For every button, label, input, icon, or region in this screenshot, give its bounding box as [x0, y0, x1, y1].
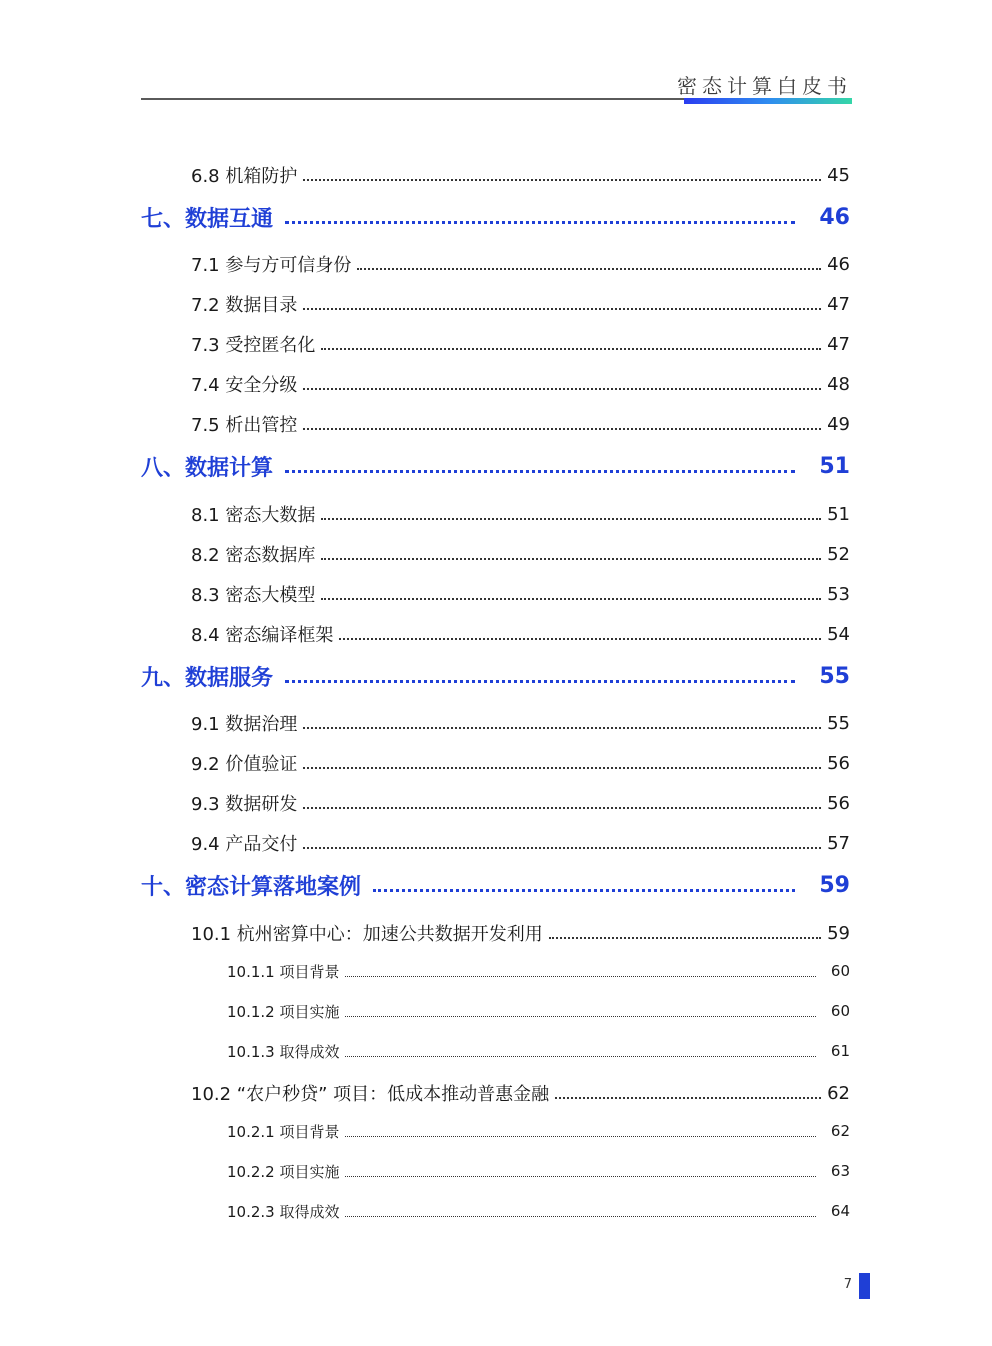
- toc-entry-page: 54: [827, 623, 850, 645]
- toc-subsection-entry[interactable]: [227, 1120, 850, 1142]
- toc-entry-label: 八、数据计算: [141, 455, 274, 481]
- toc-dot-leader: [345, 1136, 816, 1137]
- toc-section-entry[interactable]: [191, 162, 850, 188]
- page-marker: [859, 1273, 870, 1299]
- toc-entry-label: 7.5 析出管控: [191, 415, 298, 436]
- toc-entry-label: 10.2.1 项目背景: [227, 1122, 340, 1141]
- toc-entry-page: 55: [827, 712, 850, 734]
- toc-entry-label: 10.1.2 项目实施: [227, 1002, 340, 1021]
- page-number: 7: [843, 1277, 852, 1292]
- document-title: 密态计算白皮书: [677, 74, 852, 98]
- toc-entry-label: 8.4 密态编译框架: [191, 625, 334, 646]
- toc-entry-label: 10.1.3 取得成效: [227, 1042, 340, 1061]
- toc-dot-leader: [345, 1216, 816, 1217]
- toc-entry-page: 62: [830, 1122, 850, 1140]
- toc-dot-leader: [303, 727, 821, 729]
- toc-subsection-entry[interactable]: [227, 1160, 850, 1182]
- toc-entry-label: 七、数据互通: [141, 206, 274, 232]
- toc-entry-label: 10.1.1 项目背景: [227, 962, 340, 981]
- toc-dot-leader: [285, 680, 795, 683]
- toc-chapter-entry[interactable]: [141, 870, 850, 900]
- toc-entry-page: 47: [827, 293, 850, 315]
- toc-entry-page: 61: [830, 1042, 850, 1060]
- toc-dot-leader: [303, 807, 821, 809]
- toc-dot-leader: [303, 308, 821, 310]
- toc-entry-page: 48: [827, 373, 850, 395]
- toc-dot-leader: [357, 268, 821, 270]
- toc-section-entry[interactable]: [191, 790, 850, 816]
- toc-dot-leader: [285, 470, 795, 473]
- toc-dot-leader: [345, 1056, 816, 1057]
- toc-entry-label: 8.2 密态数据库: [191, 545, 316, 566]
- toc-dot-leader: [555, 1097, 821, 1099]
- toc-entry-page: 60: [830, 962, 850, 980]
- toc-dot-leader: [303, 847, 821, 849]
- toc-entry-page: 56: [827, 752, 850, 774]
- toc-section-entry[interactable]: [191, 411, 850, 437]
- toc-section-entry[interactable]: [191, 830, 850, 856]
- toc-entry-page: 51: [827, 503, 850, 525]
- toc-dot-leader: [303, 767, 821, 769]
- toc-entry-label: 9.1 数据治理: [191, 714, 298, 735]
- toc-dot-leader: [345, 1176, 816, 1177]
- toc-entry-label: 7.4 安全分级: [191, 375, 298, 396]
- toc-entry-page: 60: [830, 1002, 850, 1020]
- toc-chapter-entry[interactable]: [141, 661, 850, 691]
- toc-entry-label: 7.1 参与方可信身份: [191, 255, 352, 276]
- toc-entry-page: 45: [827, 164, 850, 186]
- toc-entry-page: 63: [830, 1162, 850, 1180]
- toc-dot-leader: [303, 428, 821, 430]
- toc-subsection-entry[interactable]: [227, 1200, 850, 1222]
- toc-dot-leader: [321, 558, 821, 560]
- toc-section-entry[interactable]: [191, 1080, 850, 1106]
- toc-entry-page: 52: [827, 543, 850, 565]
- toc-dot-leader: [345, 1016, 816, 1017]
- toc-chapter-entry[interactable]: [141, 202, 850, 232]
- toc-entry-label: 10.2.3 取得成效: [227, 1202, 340, 1221]
- toc-dot-leader: [285, 221, 795, 224]
- toc-entry-label: 9.4 产品交付: [191, 834, 298, 855]
- toc-entry-page: 59: [827, 922, 850, 944]
- toc-entry-page: 62: [827, 1082, 850, 1104]
- toc-chapter-entry[interactable]: [141, 451, 850, 481]
- toc-section-entry[interactable]: [191, 291, 850, 317]
- toc-entry-label: 8.1 密态大数据: [191, 505, 316, 526]
- toc-dot-leader: [549, 937, 821, 939]
- toc-entry-label: 7.3 受控匿名化: [191, 335, 316, 356]
- toc-entry-page: 64: [830, 1202, 850, 1220]
- toc-section-entry[interactable]: [191, 581, 850, 607]
- toc-section-entry[interactable]: [191, 501, 850, 527]
- toc-section-entry[interactable]: [191, 371, 850, 397]
- toc-dot-leader: [339, 638, 821, 640]
- toc-dot-leader: [321, 348, 821, 350]
- toc-entry-label: 10.2.2 项目实施: [227, 1162, 340, 1181]
- toc-entry-page: 59: [819, 872, 850, 898]
- toc-dot-leader: [303, 179, 821, 181]
- toc-entry-label: 十、密态计算落地案例: [141, 874, 362, 900]
- toc-section-entry[interactable]: [191, 920, 850, 946]
- toc-entry-label: 9.2 价值验证: [191, 754, 298, 775]
- toc-entry-page: 46: [819, 204, 850, 230]
- toc-entry-page: 49: [827, 413, 850, 435]
- toc-entry-page: 51: [819, 453, 850, 479]
- toc-section-entry[interactable]: [191, 621, 850, 647]
- toc-entry-page: 57: [827, 832, 850, 854]
- toc-entry-page: 53: [827, 583, 850, 605]
- toc-section-entry[interactable]: [191, 251, 850, 277]
- toc-dot-leader: [373, 889, 795, 892]
- toc-entry-page: 56: [827, 792, 850, 814]
- toc-entry-label: 九、数据服务: [141, 665, 274, 691]
- toc-subsection-entry[interactable]: [227, 1040, 850, 1062]
- toc-entry-page: 55: [819, 663, 850, 689]
- toc-entry-label: 6.8 机箱防护: [191, 166, 298, 187]
- toc-section-entry[interactable]: [191, 750, 850, 776]
- toc-section-entry[interactable]: [191, 331, 850, 357]
- toc-subsection-entry[interactable]: [227, 960, 850, 982]
- toc-entry-label: 9.3 数据研发: [191, 794, 298, 815]
- header-accent-bar: [684, 98, 852, 104]
- toc-dot-leader: [345, 976, 816, 977]
- toc-entry-label: 10.1 杭州密算中心：加速公共数据开发利用: [191, 924, 543, 945]
- toc-dot-leader: [321, 518, 821, 520]
- toc-dot-leader: [321, 598, 821, 600]
- toc-entry-label: 10.2 “农户秒贷” 项目：低成本推动普惠金融: [191, 1084, 550, 1105]
- toc-entry-label: 8.3 密态大模型: [191, 585, 316, 606]
- toc-section-entry[interactable]: [191, 710, 850, 736]
- toc-entry-page: 47: [827, 333, 850, 355]
- toc-section-entry[interactable]: [191, 541, 850, 567]
- toc-entry-page: 46: [827, 253, 850, 275]
- toc-subsection-entry[interactable]: [227, 1000, 850, 1022]
- toc-dot-leader: [303, 388, 821, 390]
- toc-entry-label: 7.2 数据目录: [191, 295, 298, 316]
